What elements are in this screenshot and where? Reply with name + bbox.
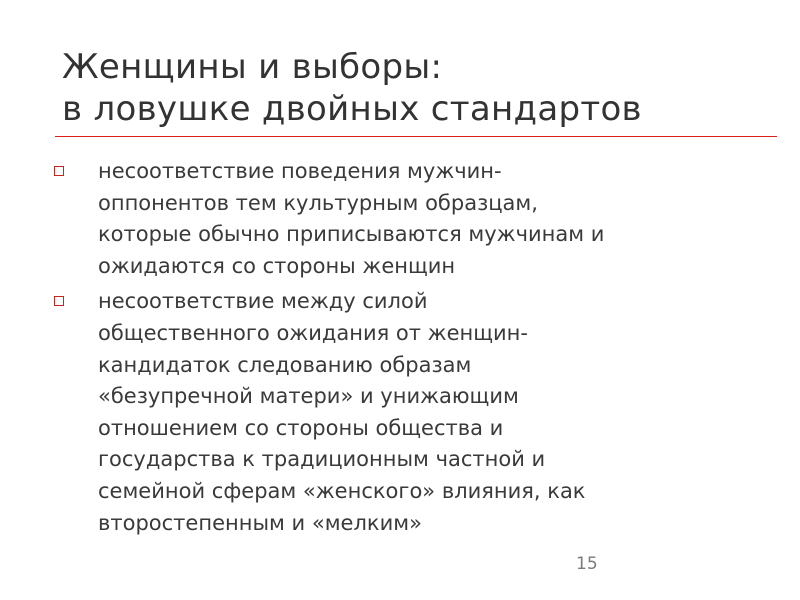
bullet-2-line-4: «безупречной матери» и унижающим (98, 384, 519, 409)
slide-title (62, 46, 762, 130)
page-number: 15 (576, 554, 598, 574)
bullet-2-line-1: несоответствие между силой (98, 289, 428, 314)
bullet-item-2 (52, 286, 752, 539)
bullet-2-line-5: отношением со стороны общества и (98, 415, 504, 440)
bullet-1-line-2: оппонентов тем культурным образцам, (98, 190, 538, 215)
bullet-2-line-8: второстепенным и «мелким» (98, 510, 422, 535)
slide-title-line-2: в ловушке двойных стандартов (62, 89, 642, 129)
bullet-2-line-2: общественного ожидания от женщин- (98, 320, 528, 345)
hollow-square-icon (54, 296, 64, 306)
hollow-square-icon (54, 166, 64, 176)
bullet-1-line-3: которые обычно приписываются мужчинам и (98, 222, 605, 247)
bullet-2-line-7: семейной сферам «женского» влияния, как (98, 478, 586, 503)
bullet-item-1 (52, 156, 752, 282)
bullet-1-line-4: ожидаются со стороны женщин (98, 253, 456, 278)
bullet-2-line-3: кандидаток следованию образам (98, 352, 472, 377)
bullet-list (52, 156, 752, 539)
slide-title-line-1: Женщины и выборы: (62, 47, 443, 87)
bullet-1-line-1: несоответствие поведения мужчин- (98, 159, 502, 183)
title-underline-divider (55, 136, 777, 137)
bullet-2-line-6: государства к традиционным частной и (98, 447, 546, 472)
